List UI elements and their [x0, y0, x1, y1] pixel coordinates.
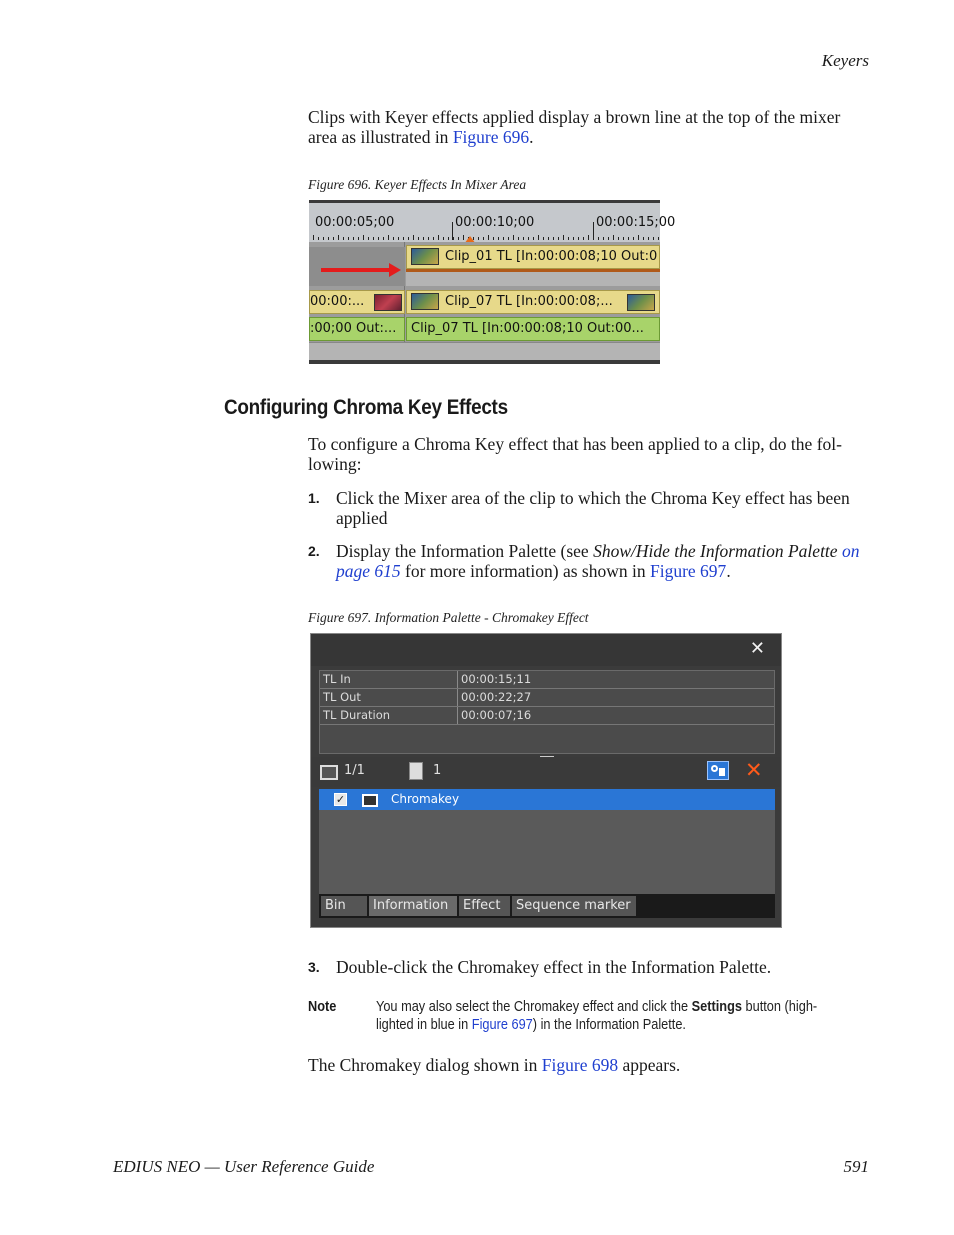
- red-arrow-icon: [321, 267, 401, 273]
- close-icon[interactable]: ✕: [749, 638, 765, 659]
- page-link-on[interactable]: on: [837, 541, 860, 561]
- figure-696-timeline: [309, 200, 676, 364]
- ruler-tick: [488, 235, 489, 240]
- palette-toolbar: [311, 757, 781, 787]
- step-1-number: 1.: [308, 490, 320, 506]
- closing-pre: The Chromakey dialog shown in: [308, 1055, 542, 1075]
- step-2-text: [336, 541, 876, 581]
- ruler-tick: [578, 237, 579, 240]
- ruler-tick: [523, 237, 524, 240]
- info-row-tl-in: [320, 671, 774, 689]
- intro-paragraph: [308, 107, 873, 147]
- clip-thumbnail-icon: [374, 294, 402, 311]
- ruler-tick: [583, 237, 584, 240]
- clip-01[interactable]: [406, 245, 660, 269]
- ruler-tick: [643, 237, 644, 240]
- tab-bin[interactable]: Bin: [321, 896, 367, 916]
- timecode-label: 00:00:05;00: [315, 215, 395, 230]
- info-label: TL Duration: [323, 708, 391, 722]
- ruler-tick: [633, 237, 634, 240]
- note-line2-pre: lighted in blue in: [376, 1017, 472, 1033]
- chromakey-effect-row[interactable]: [319, 789, 775, 810]
- filter-icon: [409, 762, 423, 780]
- ruler-tick: [383, 237, 384, 240]
- ruler-tick: [378, 237, 379, 240]
- ruler-tick: [563, 235, 564, 240]
- ruler-tick: [443, 237, 444, 240]
- ruler-tick: [628, 237, 629, 240]
- ruler-tick: [358, 237, 359, 240]
- ruler-tick: [448, 237, 449, 240]
- ruler-tick: [658, 237, 659, 240]
- settings-label: Settings: [691, 999, 742, 1015]
- ruler-tick: [348, 237, 349, 240]
- layer-icon: [320, 765, 338, 780]
- figure-697-link[interactable]: Figure 697: [471, 1017, 533, 1033]
- ruler-tick: [373, 237, 374, 240]
- note-line1-post: button (high-: [741, 999, 818, 1015]
- ruler-tick: [588, 235, 589, 240]
- filter-count: 1: [433, 763, 442, 778]
- layer-icon: [362, 794, 378, 807]
- ruler-tick: [393, 237, 394, 240]
- clip-07-label: Clip_07 TL [In:00:00:08;...: [445, 294, 613, 309]
- ruler-tick: [568, 237, 569, 240]
- note-line2-post: ) in the Information Palette.: [532, 1017, 686, 1033]
- ruler-tick: [413, 235, 414, 240]
- clip-thumbnail-icon: [411, 248, 439, 265]
- settings-icon[interactable]: [707, 761, 729, 780]
- ruler-tick: [518, 237, 519, 240]
- ruler-tick: [388, 235, 389, 240]
- ruler-tick: [428, 237, 429, 240]
- ruler-tick: [653, 237, 654, 240]
- ruler-tick: [403, 237, 404, 240]
- timecode-label: 00:00:15;00: [596, 215, 676, 230]
- info-value: 00:00:07;16: [457, 707, 531, 724]
- ruler-tick: [398, 237, 399, 240]
- ruler-tick: [493, 237, 494, 240]
- info-row-tl-duration: [320, 707, 774, 725]
- info-table: [319, 670, 775, 754]
- ruler-tick: [548, 237, 549, 240]
- timeline-bottom-border: [309, 360, 660, 364]
- ruler-tick: [638, 235, 639, 240]
- page-number: 591: [843, 1157, 869, 1176]
- timeline-ruler: [309, 200, 676, 242]
- ruler-tick: [543, 237, 544, 240]
- ruler-tick: [423, 237, 424, 240]
- mixer-area[interactable]: [406, 272, 660, 286]
- figure-696-caption: Figure 696. Keyer Effects In Mixer Area: [308, 177, 527, 192]
- config-intro: [308, 434, 873, 474]
- ruler-tick: [608, 237, 609, 240]
- ruler-tick: [333, 237, 334, 240]
- ruler-tick: [553, 237, 554, 240]
- clip-01-label: Clip_01 TL [In:00:00:08;10 Out:0: [445, 249, 658, 264]
- ruler-tick: [328, 237, 329, 240]
- audio-lower-band: [309, 342, 660, 360]
- clip-07-left[interactable]: [309, 290, 405, 314]
- clip-thumbnail-icon: [411, 293, 439, 310]
- ruler-tick: [343, 237, 344, 240]
- step-2-mid: for more information) as shown in: [400, 561, 650, 581]
- info-label: TL Out: [323, 690, 361, 704]
- info-label: TL In: [323, 672, 351, 686]
- step-3-number: 3.: [308, 959, 320, 975]
- step-3-text: Double-click the Chromakey effect in the Information Palette.: [336, 957, 772, 977]
- effect-name: Chromakey: [391, 792, 460, 806]
- ruler-tick: [538, 235, 539, 240]
- ruler-tick: [318, 237, 319, 240]
- figure-698-link[interactable]: Figure 698: [541, 1055, 619, 1075]
- ruler-tick: [453, 237, 454, 240]
- clip-07[interactable]: [406, 290, 660, 314]
- clip-07-left-label: 00:00:...: [310, 294, 365, 309]
- ruler-tick: [433, 237, 434, 240]
- ruler-tick: [498, 237, 499, 240]
- ruler-tick: [438, 235, 439, 240]
- ruler-tick: [458, 237, 459, 240]
- delete-icon[interactable]: ✕: [745, 758, 763, 782]
- ruler-tick: [598, 237, 599, 240]
- footer-title: EDIUS NEO — User Reference Guide: [113, 1157, 375, 1176]
- effects-list: [319, 789, 775, 894]
- ruler-major-tick: [452, 222, 453, 240]
- closing-post: appears.: [618, 1055, 681, 1075]
- ruler-tick: [618, 237, 619, 240]
- info-row-tl-out: [320, 689, 774, 707]
- info-value: 00:00:15;11: [457, 671, 531, 688]
- ruler-tick: [558, 237, 559, 240]
- ruler-tick: [418, 237, 419, 240]
- note-text: [376, 998, 869, 1034]
- page-615-link[interactable]: page 615: [336, 561, 401, 581]
- config-intro-line1: To configure a Chroma Key effect that has been applied to a clip, do the fol-: [308, 434, 842, 454]
- ruler-tick: [648, 237, 649, 240]
- ruler-tick: [623, 237, 624, 240]
- clip-thumbnail-icon: [627, 294, 655, 311]
- ruler-tick: [338, 235, 339, 240]
- palette-titlebar: [311, 634, 781, 666]
- section-heading: Configuring Chroma Key Effects: [224, 396, 508, 419]
- palette-tabs: [319, 894, 775, 918]
- layer-count: 1/1: [344, 763, 365, 778]
- intro-text: Clips with Keyer effects applied display a brown line at the top of the mixer area as illustrated in: [308, 107, 841, 147]
- ruler-tick: [478, 237, 479, 240]
- ruler-tick: [603, 237, 604, 240]
- step-1-line1: Click the Mixer area of the clip to which the Chroma Key effect has been: [336, 488, 850, 508]
- step-1-text: [336, 488, 876, 528]
- ruler-tick: [613, 235, 614, 240]
- step-2-number: 2.: [308, 543, 320, 559]
- tab-information[interactable]: Information: [369, 896, 457, 916]
- note-line1-pre: You may also select the Chromakey effect and click the: [376, 999, 692, 1015]
- ruler-tick: [483, 237, 484, 240]
- ruler-tick: [353, 237, 354, 240]
- ruler-major-tick: [593, 222, 594, 240]
- step-2-reference: Show/Hide the Information Palette: [593, 541, 838, 561]
- tab-sequence-marker[interactable]: Sequence marker: [512, 896, 636, 916]
- ruler-tick: [573, 237, 574, 240]
- step-2-pre: Display the Information Palette (see: [336, 541, 594, 561]
- ruler-tick: [368, 237, 369, 240]
- ruler-tick: [503, 237, 504, 240]
- figure-696-link[interactable]: Figure 696: [452, 127, 530, 147]
- ruler-tick: [528, 237, 529, 240]
- information-palette: [310, 633, 782, 928]
- intro-end: .: [529, 127, 534, 147]
- ruler-tick: [313, 235, 314, 240]
- clip-07-audio[interactable]: Clip_07 TL [In:00:00:08;10 Out:00...: [406, 317, 660, 341]
- ruler-tick: [508, 237, 509, 240]
- running-header: Keyers: [821, 51, 869, 70]
- ruler-tick: [513, 235, 514, 240]
- ruler-tick: [408, 237, 409, 240]
- ruler-tick: [363, 235, 364, 240]
- checkbox-checked-icon[interactable]: ✓: [335, 793, 346, 806]
- info-value: 00:00:22;27: [457, 689, 531, 706]
- closing-paragraph: [308, 1055, 680, 1075]
- clip-07-audio-left[interactable]: :00;00 Out:...: [309, 317, 405, 341]
- config-intro-line2: lowing:: [308, 454, 362, 474]
- step-2-end: .: [726, 561, 731, 581]
- timecode-label: 00:00:10;00: [455, 215, 535, 230]
- ruler-tick: [533, 237, 534, 240]
- step-1-line2: applied: [336, 508, 388, 528]
- tab-effect[interactable]: Effect: [459, 896, 510, 916]
- note-label: Note: [308, 998, 337, 1015]
- figure-697-caption: Figure 697. Information Palette - Chromakey Effect: [308, 610, 589, 625]
- figure-697-link[interactable]: Figure 697: [649, 561, 727, 581]
- ruler-tick: [323, 237, 324, 240]
